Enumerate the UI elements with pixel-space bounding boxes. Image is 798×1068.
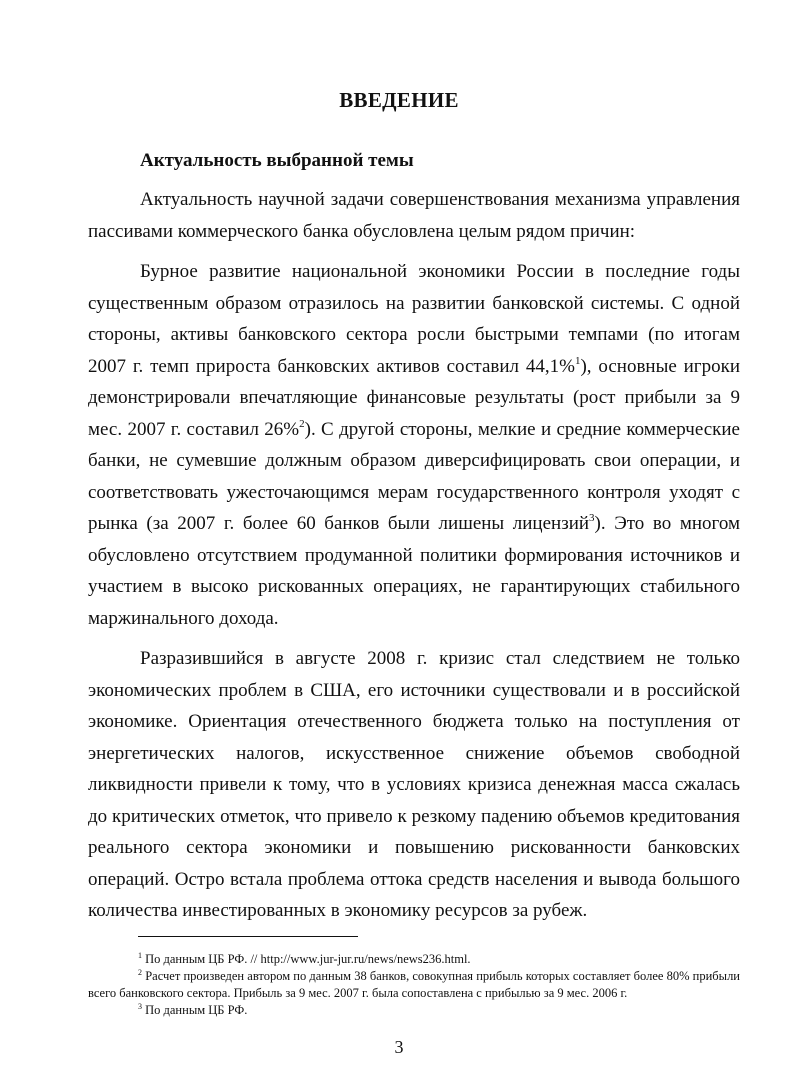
footnote-number: 3 — [138, 1002, 142, 1011]
footnotes — [88, 951, 740, 1019]
footnote-2 — [88, 968, 740, 1002]
footnote-1 — [88, 951, 740, 968]
footnote-ref: 2 — [299, 417, 305, 430]
paragraph-text: Разразившийся в августе 2008 г. кризис стал следствием не только экономических проблем в США, его источники существовали и в российской экономике. Ориентация отечественного бюджета только на поступления от энергетических налогов, искусственное снижение объемов свободной ликвидности привели к тому, что в условиях кризиса денежная масса сжалась до критических отметок, что привело к резкому падению объемов кредитования реального сектора экономики и повышению рискованности банковских операций. Остро встала проблема оттока средств населения и вывода большого количества инвестированных в экономику ресурсов за рубеж. — [88, 648, 740, 921]
footnote-ref: 3 — [589, 512, 595, 524]
paragraph-text: ). С другой стороны, мелкие и средние коммерческие банки, не сумевшие должным образом диверсифицировать свои операции, и соответствовать ужесточающимся мерам государственного контроля уходят с рынка (за 2007 г. более 60 банков были лишены лицензий — [88, 418, 740, 534]
page-title: ВВЕДЕНИЕ — [339, 88, 459, 112]
footnote-text: По данным ЦБ РФ. — [145, 1003, 248, 1017]
footnote-text: По данным ЦБ РФ. // http://www.jur-jur.ru/news/news236.html. — [145, 952, 471, 966]
footnote-text: Расчет произведен автором по данным 38 банков, совокупная прибыль которых составляет более 80% прибыли всего банковского сектора. Прибыль за 9 мес. 2007 г. была сопоставлена с прибылью за 9 мес. 2006 г. — [88, 969, 740, 1000]
footnote-3 — [88, 1002, 740, 1019]
section-subheading: Актуальность выбранной темы — [140, 150, 414, 171]
paragraph-text: Бурное развитие национальной экономики России в последние годы существенным образом отразилось на развитии банковской системы. С одной стороны, активы банковского сектора росли быстрыми темпами (по итогам 2007 г. темп прироста банковских активов составил 44,1% — [88, 261, 740, 377]
paragraph-2 — [88, 256, 740, 634]
footnote-separator — [138, 936, 358, 937]
page-number: 3 — [394, 1037, 404, 1057]
paragraph-text: ), основные игроки демонстрировали впечатляющие финансовые результаты (рост прибыли за 9 мес. 2007 г. составил 26% — [88, 355, 740, 440]
paragraph-1 — [88, 184, 740, 247]
footnote-ref: 1 — [574, 354, 581, 367]
paragraph-text: ). Это во многом обусловлено отсутствием продуманной политики формирования источников и участием в высоко рискованных операциях, не гарантирующих стабильного маржинального дохода. — [88, 513, 741, 629]
paragraph-text: Актуальность научной задачи совершенствования механизма управления пассивами коммерческого банка обусловлена целым рядом причин: — [88, 189, 740, 242]
paragraph-3 — [88, 643, 740, 927]
footnote-number: 2 — [138, 968, 142, 977]
body-text — [88, 184, 740, 936]
footnote-number: 1 — [138, 951, 142, 960]
